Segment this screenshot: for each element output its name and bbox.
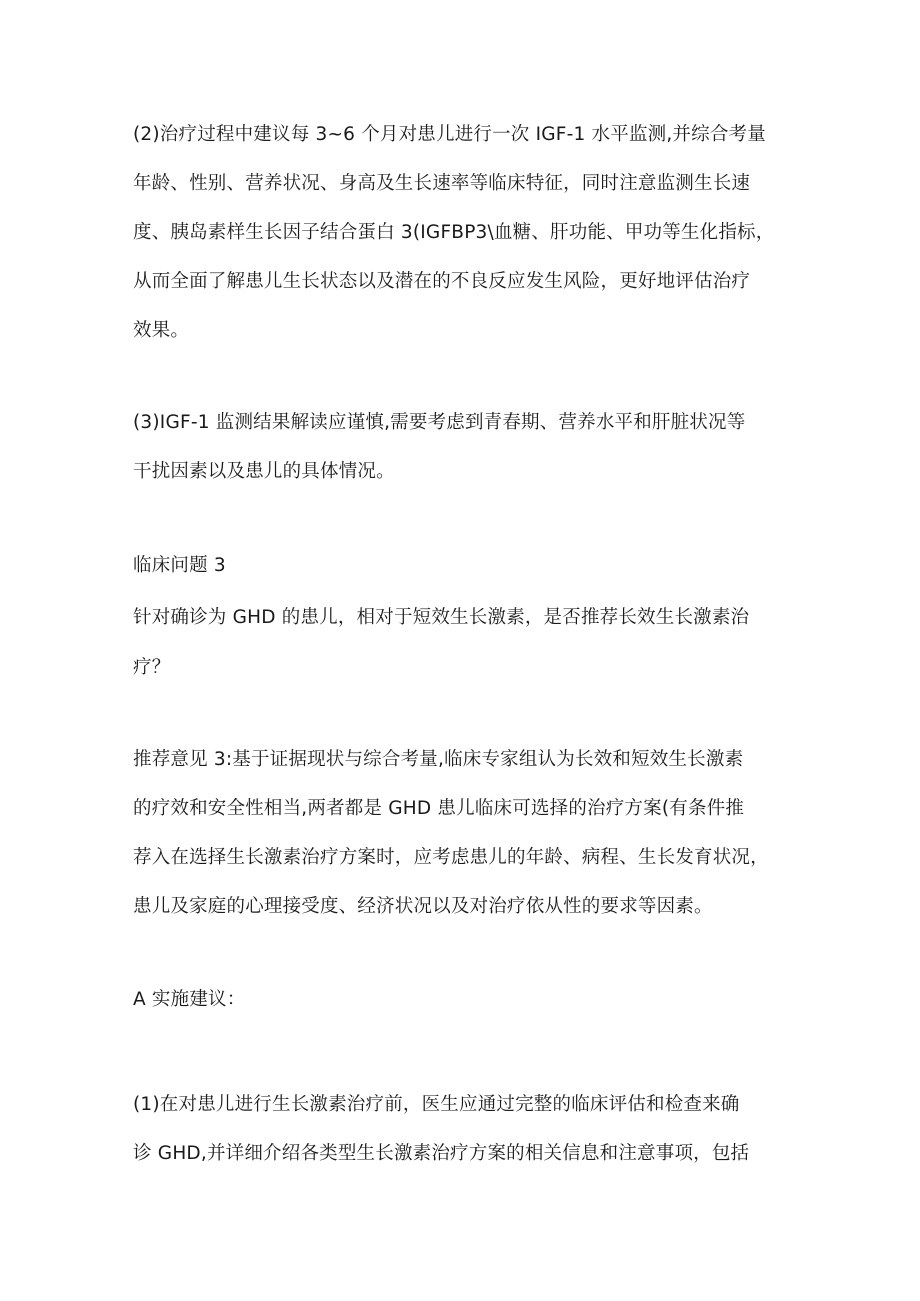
text-line: 推荐意见 3:基于证据现状与综合考量,临床专家组认为长效和短效生长激素 — [133, 749, 744, 770]
text-line: 从而全面了解患儿生长状态以及潜在的不良反应发生风险，更好地评估治疗 — [133, 271, 751, 292]
text-line: 效果。 — [133, 320, 190, 341]
text-line: 疗？ — [133, 657, 171, 678]
text-line: (1)在对患儿进行生长激素治疗前，医生应通过完整的临床评估和检查来确 — [133, 1094, 740, 1115]
text-line: 干扰因素以及患儿的具体情况。 — [133, 461, 395, 482]
text-line: 诊 GHD,并详细介绍各类型生长激素治疗方案的相关信息和注意事项，包括 — [133, 1143, 750, 1164]
text-line: 患儿及家庭的心理接受度、经济状况以及对治疗依从性的要求等因素。 — [133, 896, 713, 917]
text-line: 针对确诊为 GHD 的患儿，相对于短效生长激素，是否推荐长效生长激素治 — [133, 607, 750, 628]
text-line: 度、胰岛素样生长因子结合蛋白 3(IGFBP3\血糖、肝功能、甲功等生化指标， — [133, 222, 775, 243]
text-line: 年龄、性别、营养状况、身高及生长速率等临床特征，同时注意监测生长速 — [133, 173, 751, 194]
text-line: 荐入在选择生长激素治疗方案时，应考虑患儿的年龄、病程、生长发育状况， — [133, 847, 769, 868]
text-line: 的疗效和安全性相当,两者都是 GHD 患儿临床可选择的治疗方案(有条件推 — [133, 798, 745, 819]
section-heading: A 实施建议： — [133, 989, 246, 1010]
text-line: (3)IGF-1 监测结果解读应谨慎,需要考虑到青春期、营养水平和肝脏状况等 — [133, 412, 746, 433]
text-line: (2)治疗过程中建议每 3~6 个月对患儿进行一次 IGF-1 水平监测,并综合考量 — [133, 124, 766, 145]
section-heading: 临床问题 3 — [133, 555, 226, 576]
